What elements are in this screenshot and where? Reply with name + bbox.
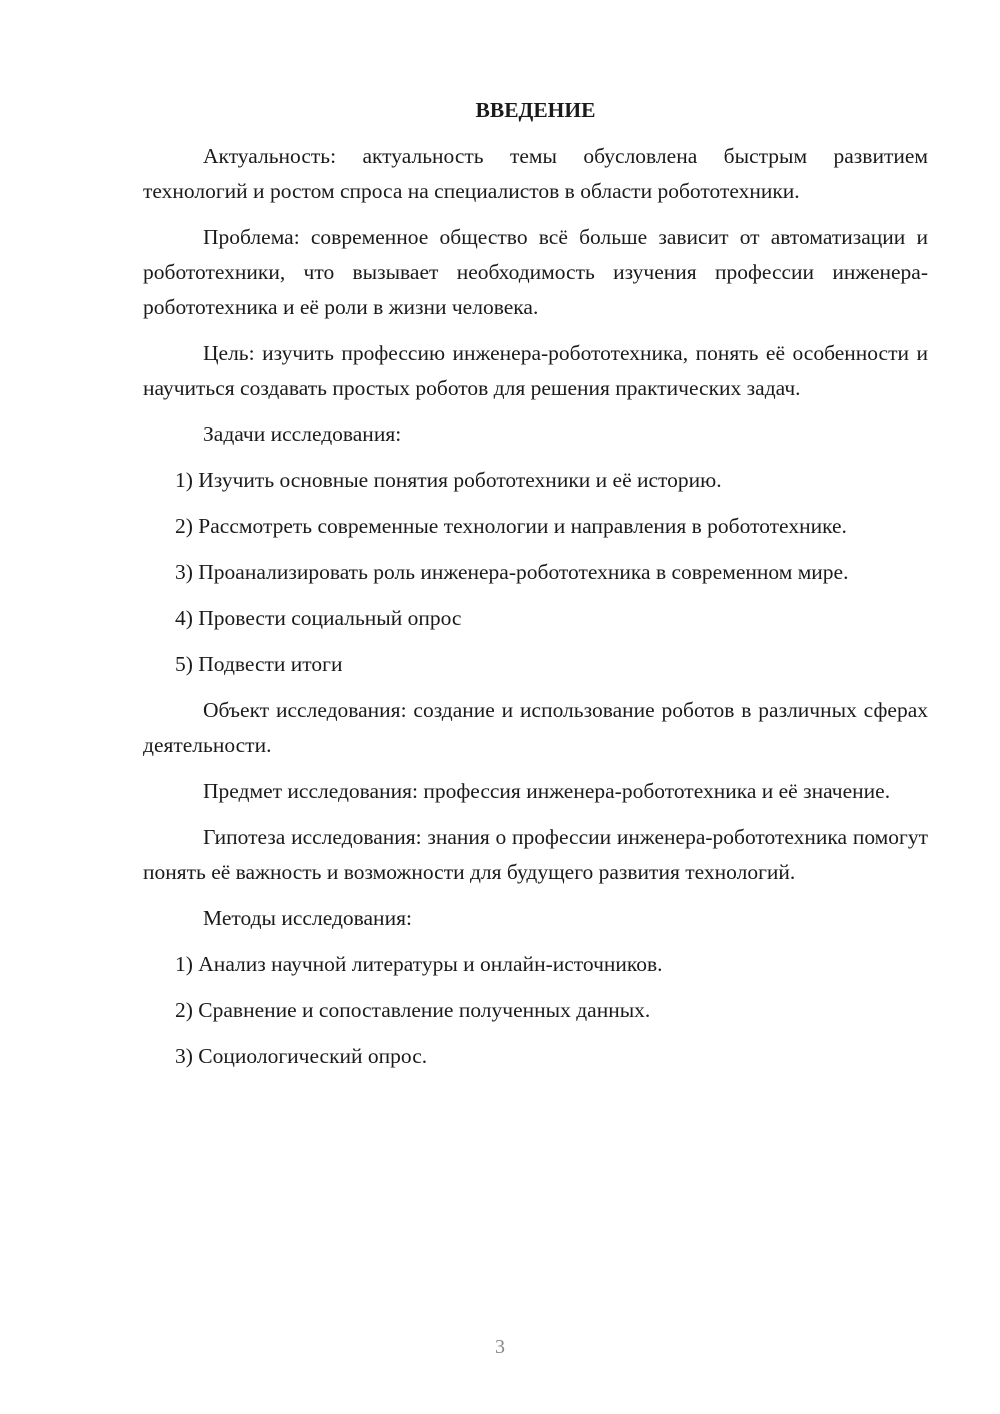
task-item-2: 2) Рассмотреть современные технологии и направления в робототехнике. — [175, 514, 847, 538]
task-item-1: 1) Изучить основные понятия робототехники и её историю. — [175, 468, 722, 492]
subject-paragraph: Предмет исследования: профессия инженера-робототехника и её значение. — [203, 779, 891, 803]
tasks-heading: Задачи исследования: — [203, 422, 402, 446]
page-number: 3 — [495, 1336, 505, 1358]
problem-paragraph: Проблема: современное общество всё больше зависит от автоматизации и робототехники, что вызывает необходимость изучения профессии инженера-робототехника и её роли в жизни человека. — [143, 225, 928, 319]
method-item-1: 1) Анализ научной литературы и онлайн-источников. — [175, 952, 663, 976]
task-item-4: 4) Провести социальный опрос — [175, 606, 462, 630]
task-item-3: 3) Проанализировать роль инженера-робототехника в современном мире. — [175, 560, 849, 584]
method-item-2: 2) Сравнение и сопоставление полученных данных. — [175, 998, 651, 1022]
goal-paragraph: Цель: изучить профессию инженера-робототехника, понять её особенности и научиться создавать простых роботов для решения практических задач. — [143, 341, 928, 400]
methods-heading: Методы исследования: — [203, 906, 412, 930]
object-paragraph: Объект исследования: создание и использование роботов в различных сферах деятельности. — [143, 698, 928, 757]
task-item-5: 5) Подвести итоги — [175, 652, 343, 676]
relevance-paragraph: Актуальность: актуальность темы обусловлена быстрым развитием технологий и ростом спроса на специалистов в области робототехники. — [143, 144, 928, 203]
hypothesis-paragraph: Гипотеза исследования: знания о профессии инженера-робототехника помогут понять её важность и возможности для будущего развития технологий. — [143, 825, 928, 884]
page-content — [143, 93, 928, 1085]
page-title: ВВЕДЕНИЕ — [475, 98, 596, 122]
method-item-3: 3) Социологический опрос. — [175, 1044, 428, 1068]
